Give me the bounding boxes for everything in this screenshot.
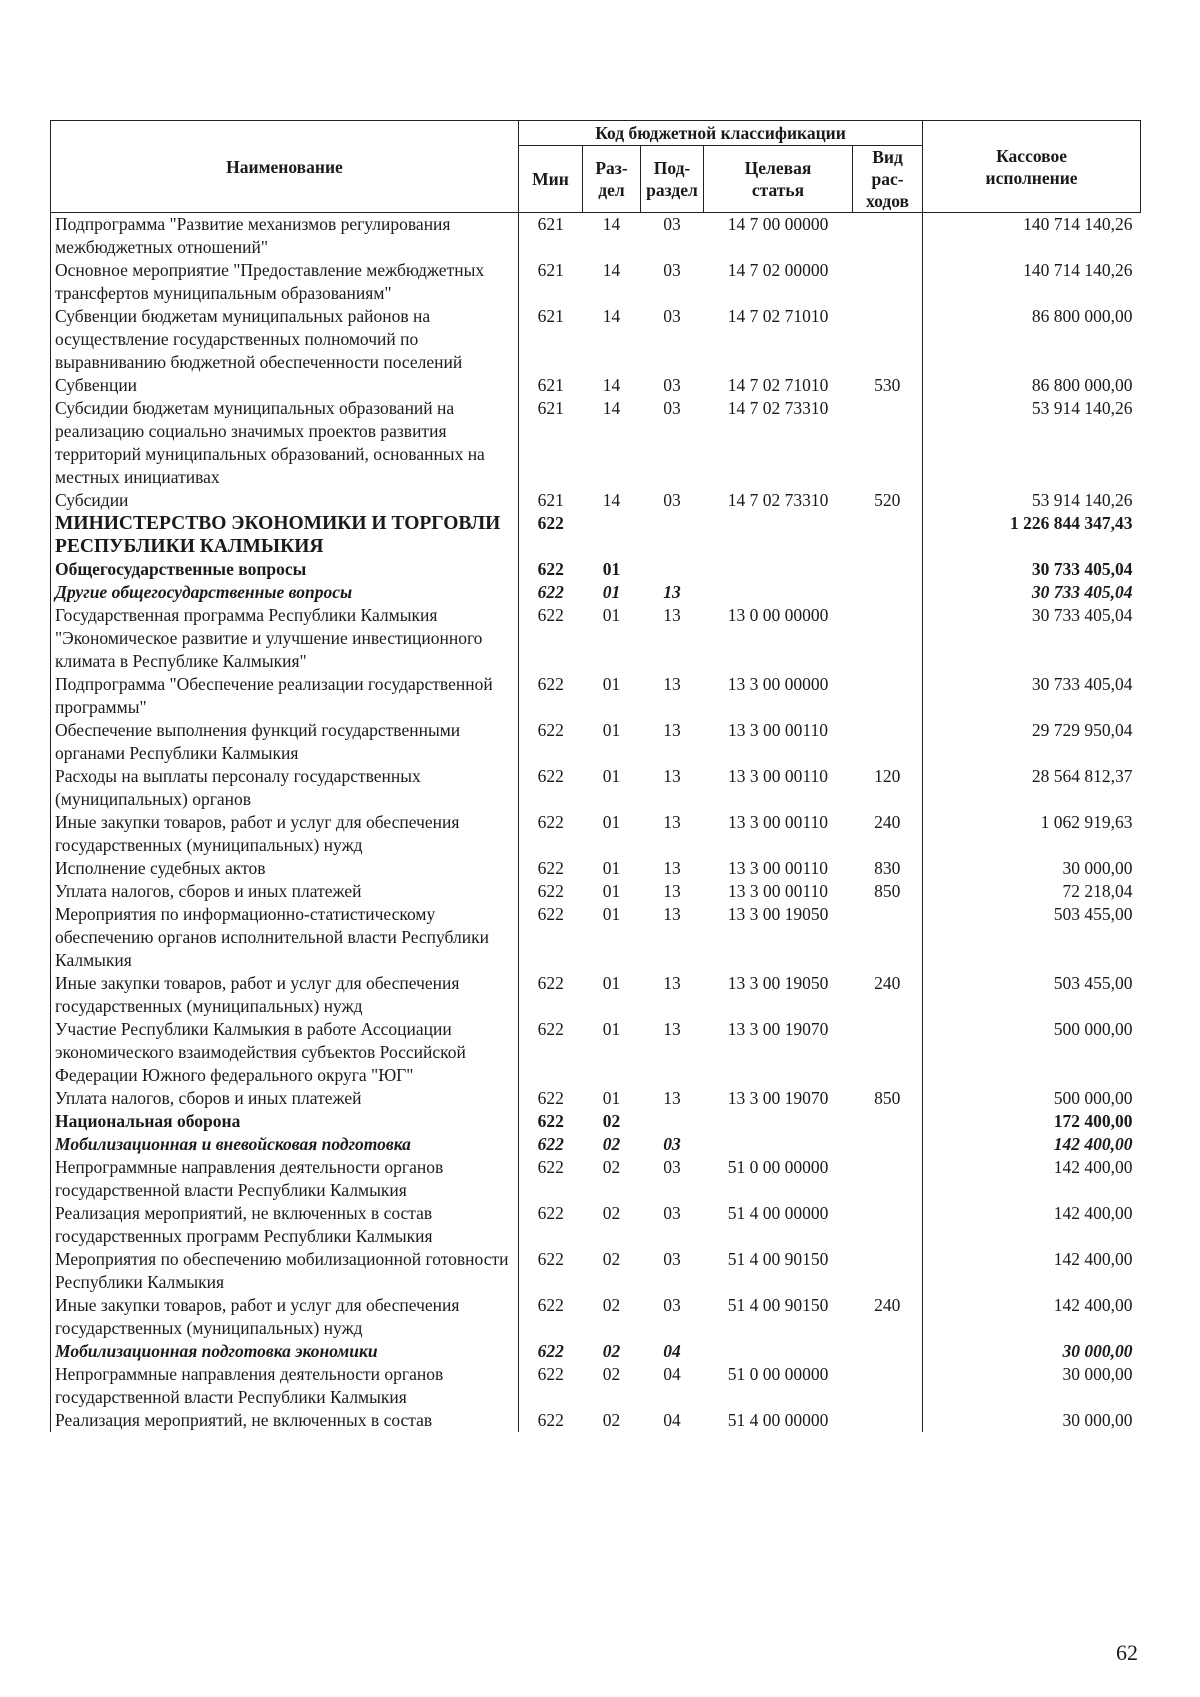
cell-amount: 53 914 140,26 [923,489,1141,512]
cell-podrazdel [641,1110,704,1133]
cell-podrazdel: 13 [663,904,681,924]
cell-target: 13 3 00 00110 [728,812,828,832]
cell-vid [853,305,923,374]
cell-vid [853,512,923,558]
cell-podrazdel [641,558,704,581]
cell-razdel: 02 [602,1410,621,1430]
cell-vid: 240 [874,1295,901,1315]
table-row [51,259,1141,305]
header-min: Мин [519,146,583,213]
table-row [51,1409,1141,1432]
cell-amount: 30 733 405,04 [923,604,1141,673]
cell-target: 13 3 00 00110 [728,720,828,740]
cell-podrazdel: 03 [663,214,681,234]
cell-min: 622 [519,1202,583,1248]
cell-razdel: 01 [602,582,621,602]
cell-target: 13 3 00 00000 [727,674,829,694]
cell-name: Общегосударственные вопросы [51,558,519,581]
cell-razdel: 01 [602,973,621,993]
cell-razdel: 14 [602,260,621,280]
table-row [51,1202,1141,1248]
cell-razdel: 01 [602,674,621,694]
cell-target: 13 3 00 19070 [727,1019,829,1039]
cell-name: Иные закупки товаров, работ и услуг для обеспечения государственных (муниципальных) нужд [51,811,519,857]
cell-razdel: 02 [602,1341,621,1361]
cell-amount: 30 000,00 [923,1363,1141,1409]
cell-amount: 142 400,00 [923,1294,1141,1340]
cell-amount: 28 564 812,37 [923,765,1141,811]
cell-vid [853,259,923,305]
cell-razdel: 01 [602,559,621,579]
cell-podrazdel: 13 [663,1019,681,1039]
cell-target [704,581,853,604]
cell-min: 622 [519,581,583,604]
cell-target: 51 4 00 90150 [727,1249,829,1269]
cell-podrazdel: 03 [663,375,681,395]
cell-razdel: 14 [602,398,621,418]
cell-amount: 500 000,00 [923,1018,1141,1087]
table-row [51,1110,1141,1133]
cell-vid: 830 [874,858,901,878]
table-row [51,1018,1141,1087]
cell-amount: 30 733 405,04 [923,581,1141,604]
cell-target: 14 7 02 71010 [727,306,829,326]
cell-amount: 30 000,00 [923,1340,1141,1363]
cell-vid: 240 [874,973,901,993]
table-row [51,374,1141,397]
cell-min: 621 [519,213,583,260]
header-vid: Вид рас- ходов [853,146,923,213]
cell-amount: 29 729 950,04 [923,719,1141,765]
cell-podrazdel: 03 [663,306,681,326]
cell-min: 622 [519,1363,583,1409]
cell-amount: 86 800 000,00 [923,374,1141,397]
cell-amount: 86 800 000,00 [923,305,1141,374]
cell-vid [853,1133,923,1156]
cell-target [704,1133,853,1156]
cell-name: Обеспечение выполнения функций государственными органами Республики Калмыкия [51,719,519,765]
cell-vid [853,673,923,719]
cell-min: 622 [519,604,583,673]
cell-min: 622 [519,1133,583,1156]
cell-vid: 850 [874,881,901,901]
cell-razdel: 01 [602,881,621,901]
cell-target: 14 7 02 71010 [727,375,829,395]
cell-razdel: 14 [602,375,621,395]
cell-name: Непрограммные направления деятельности органов государственной власти Республики Калмыкия [51,1156,519,1202]
cell-min: 622 [519,1248,583,1294]
header-target: Целевая статья [704,146,853,213]
cell-podrazdel: 13 [663,605,681,625]
cell-name: Реализация мероприятий, не включенных в состав [51,1409,519,1432]
cell-target: 13 3 00 00110 [728,766,828,786]
cell-target: 14 7 02 73310 [727,398,829,418]
cell-target: 14 7 02 00000 [727,260,829,280]
cell-amount: 142 400,00 [923,1133,1141,1156]
cell-razdel: 01 [602,720,621,740]
cell-amount: 1 226 844 347,43 [923,512,1141,558]
cell-name: Другие общегосударственные вопросы [51,581,519,604]
cell-target: 13 3 00 19050 [727,904,829,924]
cell-vid [853,1018,923,1087]
table-row [51,558,1141,581]
header-razdel: Раз- дел [583,146,641,213]
cell-vid [853,604,923,673]
cell-name: Мобилизационная подготовка экономики [51,1340,519,1363]
cell-vid: 850 [874,1088,901,1108]
cell-podrazdel: 03 [663,490,681,510]
cell-podrazdel: 13 [663,766,681,786]
cell-target: 51 4 00 00000 [727,1410,829,1430]
cell-podrazdel: 13 [663,812,681,832]
header-amount: Кассовое исполнение [923,121,1141,213]
cell-amount: 140 714 140,26 [923,213,1141,260]
cell-min: 622 [519,558,583,581]
cell-name: Мероприятия по информационно-статистическому обеспечению органов исполнительной власти Республики Калмыкия [51,903,519,972]
cell-razdel: 01 [602,1019,621,1039]
header-podrazdel: Под- раздел [641,146,704,213]
cell-min: 621 [519,259,583,305]
table-row [51,1156,1141,1202]
cell-vid [853,213,923,260]
table-row [51,397,1141,489]
cell-name: МИНИСТЕРСТВО ЭКОНОМИКИ И ТОРГОВЛИ РЕСПУБЛИКИ КАЛМЫКИЯ [51,512,519,558]
cell-min: 622 [519,1156,583,1202]
cell-podrazdel: 04 [663,1341,681,1361]
page-number: 62 [1116,1640,1138,1665]
cell-podrazdel: 03 [663,1249,681,1269]
cell-amount: 142 400,00 [923,1156,1141,1202]
cell-min: 622 [519,1409,583,1432]
cell-podrazdel: 03 [663,1157,681,1177]
cell-vid [853,903,923,972]
cell-name: Иные закупки товаров, работ и услуг для обеспечения государственных (муниципальных) нужд [51,1294,519,1340]
table-row [51,1248,1141,1294]
cell-min: 622 [519,719,583,765]
table-row [51,903,1141,972]
cell-podrazdel: 03 [663,260,681,280]
cell-amount: 1 062 919,63 [923,811,1141,857]
table-row [51,512,1141,558]
cell-min: 622 [519,903,583,972]
cell-razdel: 02 [602,1134,621,1154]
cell-min: 622 [519,1110,583,1133]
table-row [51,880,1141,903]
cell-vid: 520 [874,490,901,510]
cell-amount: 30 733 405,04 [923,673,1141,719]
cell-razdel: 02 [602,1295,621,1315]
cell-vid [853,581,923,604]
table-row [51,489,1141,512]
cell-razdel: 02 [602,1157,621,1177]
cell-amount: 53 914 140,26 [923,397,1141,489]
table-row [51,811,1141,857]
cell-vid [853,1248,923,1294]
table-row [51,673,1141,719]
cell-razdel: 01 [602,812,621,832]
cell-target [704,1110,853,1133]
cell-vid [853,719,923,765]
cell-amount: 503 455,00 [923,903,1141,972]
cell-vid [853,1409,923,1432]
cell-target: 14 7 00 00000 [727,214,829,234]
table-row [51,1294,1141,1340]
cell-podrazdel: 13 [663,674,681,694]
cell-podrazdel: 13 [663,881,681,901]
cell-razdel: 01 [602,904,621,924]
table-row [51,213,1141,260]
cell-min: 622 [519,857,583,880]
cell-razdel: 02 [602,1249,621,1269]
cell-razdel [583,512,641,558]
table-header [51,121,1141,213]
cell-target [704,512,853,558]
table-row [51,1340,1141,1363]
cell-target: 13 3 00 19070 [727,1088,829,1108]
cell-amount: 503 455,00 [923,972,1141,1018]
cell-name: Субсидии бюджетам муниципальных образований на реализацию социально значимых проектов развития территорий муниципальных образований, основанных на местных инициативах [51,397,519,489]
table-row [51,765,1141,811]
table-body [51,213,1141,1433]
cell-vid: 240 [874,812,901,832]
cell-podrazdel: 03 [663,1203,681,1223]
cell-name: Мобилизационная и вневойсковая подготовка [51,1133,519,1156]
cell-min: 621 [519,305,583,374]
cell-target: 13 3 00 00110 [728,858,828,878]
table-row [51,1363,1141,1409]
cell-vid [853,1110,923,1133]
cell-target [704,558,853,581]
cell-min: 621 [519,374,583,397]
cell-name: Уплата налогов, сборов и иных платежей [51,880,519,903]
cell-target: 13 0 00 00000 [727,605,829,625]
cell-name: Реализация мероприятий, не включенных в состав государственных программ Республики Калмыкия [51,1202,519,1248]
cell-target: 13 3 00 00110 [728,881,828,901]
table-row [51,719,1141,765]
cell-name: Уплата налогов, сборов и иных платежей [51,1087,519,1110]
table-row [51,305,1141,374]
cell-podrazdel: 04 [663,1364,681,1384]
cell-name: Исполнение судебных актов [51,857,519,880]
cell-min: 622 [519,765,583,811]
cell-name: Мероприятия по обеспечению мобилизационной готовности Республики Калмыкия [51,1248,519,1294]
cell-name: Основное мероприятие "Предоставление межбюджетных трансфертов муниципальным образованиям" [51,259,519,305]
cell-amount: 142 400,00 [923,1248,1141,1294]
cell-name: Непрограммные направления деятельности органов государственной власти Республики Калмыкия [51,1363,519,1409]
cell-target: 13 3 00 19050 [727,973,829,993]
cell-name: Субвенции [51,374,519,397]
cell-min: 621 [519,397,583,489]
cell-razdel: 02 [602,1364,621,1384]
cell-podrazdel: 13 [663,582,681,602]
cell-vid [853,1156,923,1202]
cell-podrazdel: 13 [663,1088,681,1108]
cell-razdel: 14 [602,214,621,234]
cell-podrazdel: 04 [663,1410,681,1430]
cell-min: 621 [519,489,583,512]
cell-target: 51 0 00 00000 [727,1157,829,1177]
cell-min: 622 [519,972,583,1018]
cell-name: Подпрограмма "Обеспечение реализации государственной программы" [51,673,519,719]
cell-podrazdel [641,512,704,558]
cell-razdel: 01 [602,766,621,786]
table-row [51,581,1141,604]
cell-target: 51 4 00 00000 [727,1203,829,1223]
cell-vid [853,1340,923,1363]
cell-name: Иные закупки товаров, работ и услуг для обеспечения государственных (муниципальных) нужд [51,972,519,1018]
cell-min: 622 [519,1340,583,1363]
table-row [51,604,1141,673]
cell-podrazdel: 13 [663,858,681,878]
cell-podrazdel: 03 [663,398,681,418]
cell-min: 622 [519,811,583,857]
cell-amount: 30 733 405,04 [923,558,1141,581]
table-row [51,857,1141,880]
cell-name: Национальная оборона [51,1110,519,1133]
cell-podrazdel: 03 [663,1295,681,1315]
cell-vid [853,558,923,581]
cell-amount: 142 400,00 [923,1202,1141,1248]
cell-amount: 172 400,00 [923,1110,1141,1133]
cell-amount: 500 000,00 [923,1087,1141,1110]
cell-min: 622 [519,512,583,558]
cell-min: 622 [519,880,583,903]
cell-vid [853,1202,923,1248]
table-row [51,972,1141,1018]
cell-vid: 120 [874,766,901,786]
cell-min: 622 [519,1018,583,1087]
cell-vid [853,1363,923,1409]
cell-vid [853,397,923,489]
cell-name: Расходы на выплаты персоналу государственных (муниципальных) органов [51,765,519,811]
header-code-group: Код бюджетной классификации [519,121,923,146]
cell-name: Субсидии [51,489,519,512]
cell-razdel: 02 [602,1111,621,1131]
cell-name: Подпрограмма "Развитие механизмов регулирования межбюджетных отношений" [51,213,519,260]
table-row [51,1087,1141,1110]
cell-amount: 30 000,00 [923,857,1141,880]
cell-razdel: 14 [602,306,621,326]
cell-target: 51 0 00 00000 [727,1364,829,1384]
cell-razdel: 01 [602,858,621,878]
cell-razdel: 14 [602,490,621,510]
cell-name: Государственная программа Республики Калмыкия "Экономическое развитие и улучшение инвестиционного климата в Республике Калмыкия" [51,604,519,673]
cell-podrazdel: 13 [663,973,681,993]
cell-name: Субвенции бюджетам муниципальных районов на осуществление государственных полномочий по выравниванию бюджетной обеспеченности поселений [51,305,519,374]
cell-target [704,1340,853,1363]
cell-podrazdel: 13 [663,720,681,740]
cell-name: Участие Республики Калмыкия в работе Ассоциации экономического взаимодействия субъектов Российской Федерации Южного федерального округа "ЮГ" [51,1018,519,1087]
cell-min: 622 [519,673,583,719]
cell-razdel: 02 [602,1203,621,1223]
cell-podrazdel: 03 [663,1134,681,1154]
cell-vid: 530 [874,375,901,395]
cell-min: 622 [519,1294,583,1340]
cell-razdel: 01 [602,1088,621,1108]
table-row [51,1133,1141,1156]
cell-amount: 30 000,00 [923,1409,1141,1432]
cell-min: 622 [519,1087,583,1110]
header-name: Наименование [51,121,519,213]
cell-target: 51 4 00 90150 [727,1295,829,1315]
cell-amount: 140 714 140,26 [923,259,1141,305]
budget-table [50,120,1141,1432]
cell-razdel: 01 [602,605,621,625]
cell-target: 14 7 02 73310 [727,490,829,510]
cell-amount: 72 218,04 [923,880,1141,903]
